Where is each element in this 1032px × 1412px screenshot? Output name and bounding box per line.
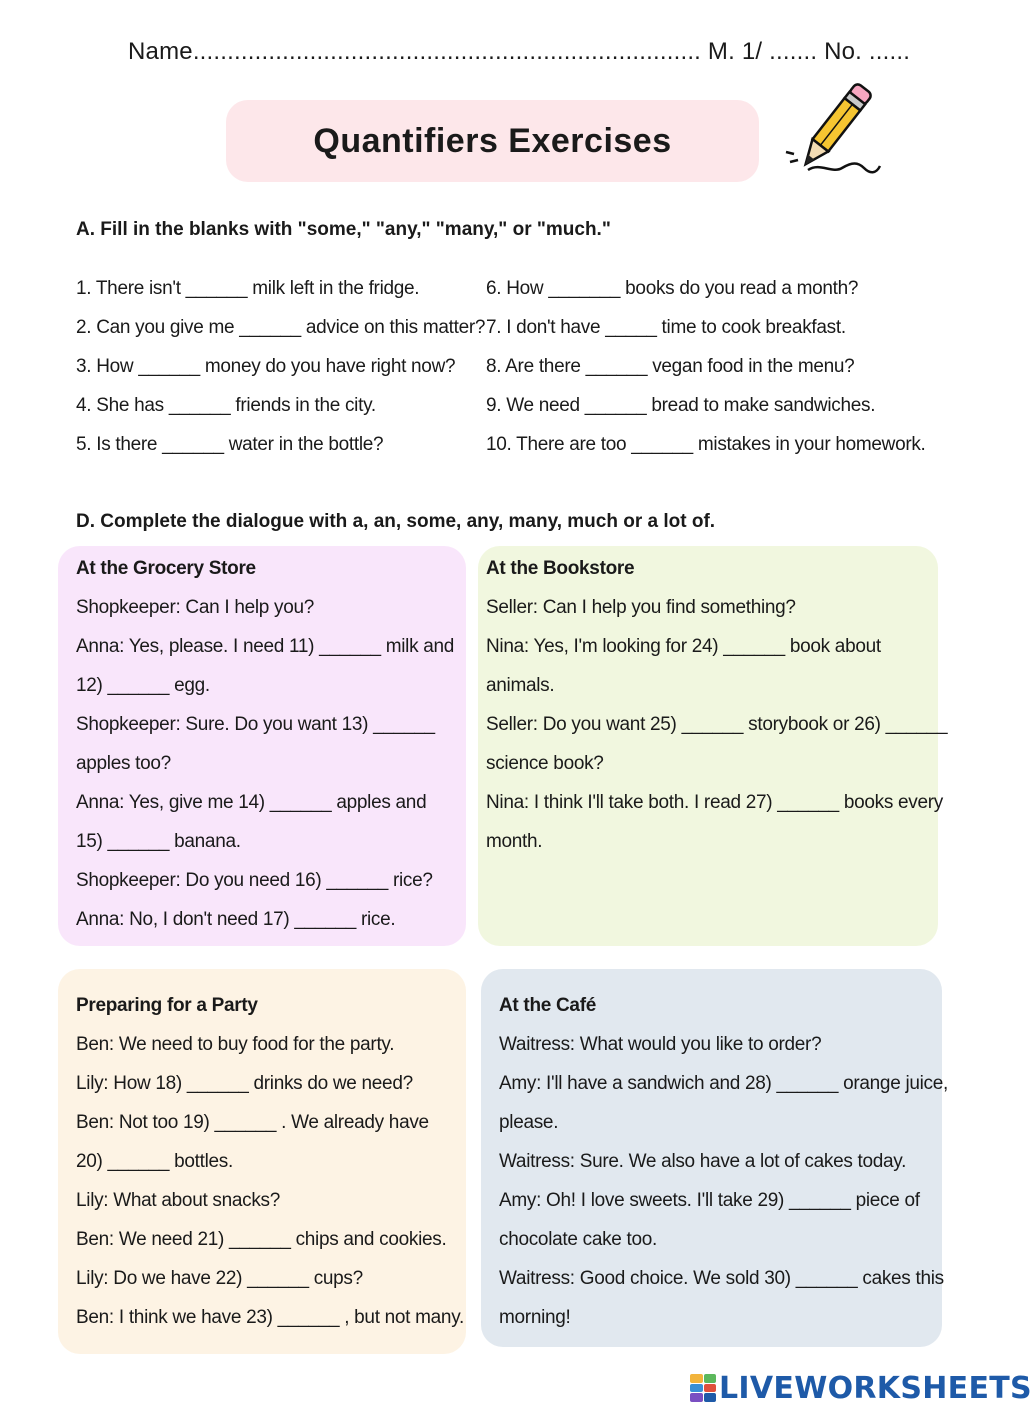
page-title: Quantifiers Exercises xyxy=(313,121,672,160)
grocery-line: apples too? xyxy=(76,753,171,774)
liveworksheets-wordmark: LIVEWORKSHEETS xyxy=(719,1370,1032,1406)
party-title: Preparing for a Party xyxy=(76,995,258,1016)
pencil-icon xyxy=(780,70,890,185)
grocery-line: 12) ______ egg. xyxy=(76,675,210,696)
section-d-heading: D. Complete the dialogue with a, an, some, any, many, much or a lot of. xyxy=(76,511,716,532)
bookstore-line: Nina: I think I'll take both. I read 27) ______ books every xyxy=(486,792,943,813)
title-banner xyxy=(226,100,759,182)
liveworksheets-logo xyxy=(690,1370,1032,1406)
grocery-line: Anna: Yes, please. I need 11) ______ milk and xyxy=(76,636,455,657)
grocery-line: Shopkeeper: Do you need 16) ______ rice? xyxy=(76,870,433,891)
cafe-line: Amy: Oh! I love sweets. I'll take 29) ______ piece of xyxy=(499,1190,920,1211)
bookstore-line: science book? xyxy=(486,753,604,774)
question-5: 5. Is there ______ water in the bottle? xyxy=(76,434,384,455)
party-line: Ben: We need to buy food for the party. xyxy=(76,1034,395,1055)
question-8: 8. Are there ______ vegan food in the menu? xyxy=(486,356,855,377)
question-6: 6. How _______ books do you read a month? xyxy=(486,278,859,299)
question-1: 1. There isn't ______ milk left in the fridge. xyxy=(76,278,420,299)
party-line: Lily: What about snacks? xyxy=(76,1190,281,1211)
party-line: Ben: I think we have 23) ______ , but not many. xyxy=(76,1307,464,1328)
cafe-line: Waitress: Good choice. We sold 30) ______ cakes this xyxy=(499,1268,944,1289)
question-7: 7. I don't have _____ time to cook breakfast. xyxy=(486,317,846,338)
question-10: 10. There are too ______ mistakes in your homework. xyxy=(486,434,926,455)
party-line: Ben: Not too 19) ______ . We already have xyxy=(76,1112,429,1133)
cafe-title: At the Café xyxy=(499,995,596,1016)
bookstore-line: Seller: Do you want 25) ______ storybook or 26) ______ xyxy=(486,714,948,735)
cafe-line: please. xyxy=(499,1112,559,1133)
cafe-line: chocolate cake too. xyxy=(499,1229,658,1250)
grocery-line: Anna: Yes, give me 14) ______ apples and xyxy=(76,792,427,813)
cafe-line: morning! xyxy=(499,1307,571,1328)
name-class-number-line: Name.......................................................................... M. 1/ ....... No. ...... xyxy=(128,38,911,65)
cafe-line: Waitress: Sure. We also have a lot of cakes today. xyxy=(499,1151,907,1172)
bookstore-line: Nina: Yes, I'm looking for 24) ______ book about xyxy=(486,636,881,657)
party-line: 20) ______ bottles. xyxy=(76,1151,233,1172)
party-line: Lily: Do we have 22) ______ cups? xyxy=(76,1268,363,1289)
party-line: Ben: We need 21) ______ chips and cookies. xyxy=(76,1229,447,1250)
question-4: 4. She has ______ friends in the city. xyxy=(76,395,376,416)
section-a-heading: A. Fill in the blanks with "some," "any," "many," or "much." xyxy=(76,219,611,240)
question-2: 2. Can you give me ______ advice on this matter? xyxy=(76,317,486,338)
grocery-line: Shopkeeper: Can I help you? xyxy=(76,597,315,618)
bookstore-line: month. xyxy=(486,831,543,852)
cafe-line: Amy: I'll have a sandwich and 28) ______ orange juice, xyxy=(499,1073,948,1094)
liveworksheets-logo-icon xyxy=(690,1374,716,1402)
bookstore-line: Seller: Can I help you find something? xyxy=(486,597,796,618)
question-3: 3. How ______ money do you have right now? xyxy=(76,356,456,377)
bookstore-title: At the Bookstore xyxy=(486,558,635,579)
cafe-line: Waitress: What would you like to order? xyxy=(499,1034,822,1055)
grocery-line: Anna: No, I don't need 17) ______ rice. xyxy=(76,909,396,930)
grocery-title: At the Grocery Store xyxy=(76,558,256,579)
grocery-line: 15) ______ banana. xyxy=(76,831,241,852)
party-line: Lily: How 18) ______ drinks do we need? xyxy=(76,1073,413,1094)
question-9: 9. We need ______ bread to make sandwiches. xyxy=(486,395,876,416)
bookstore-line: animals. xyxy=(486,675,555,696)
grocery-line: Shopkeeper: Sure. Do you want 13) ______ xyxy=(76,714,435,735)
